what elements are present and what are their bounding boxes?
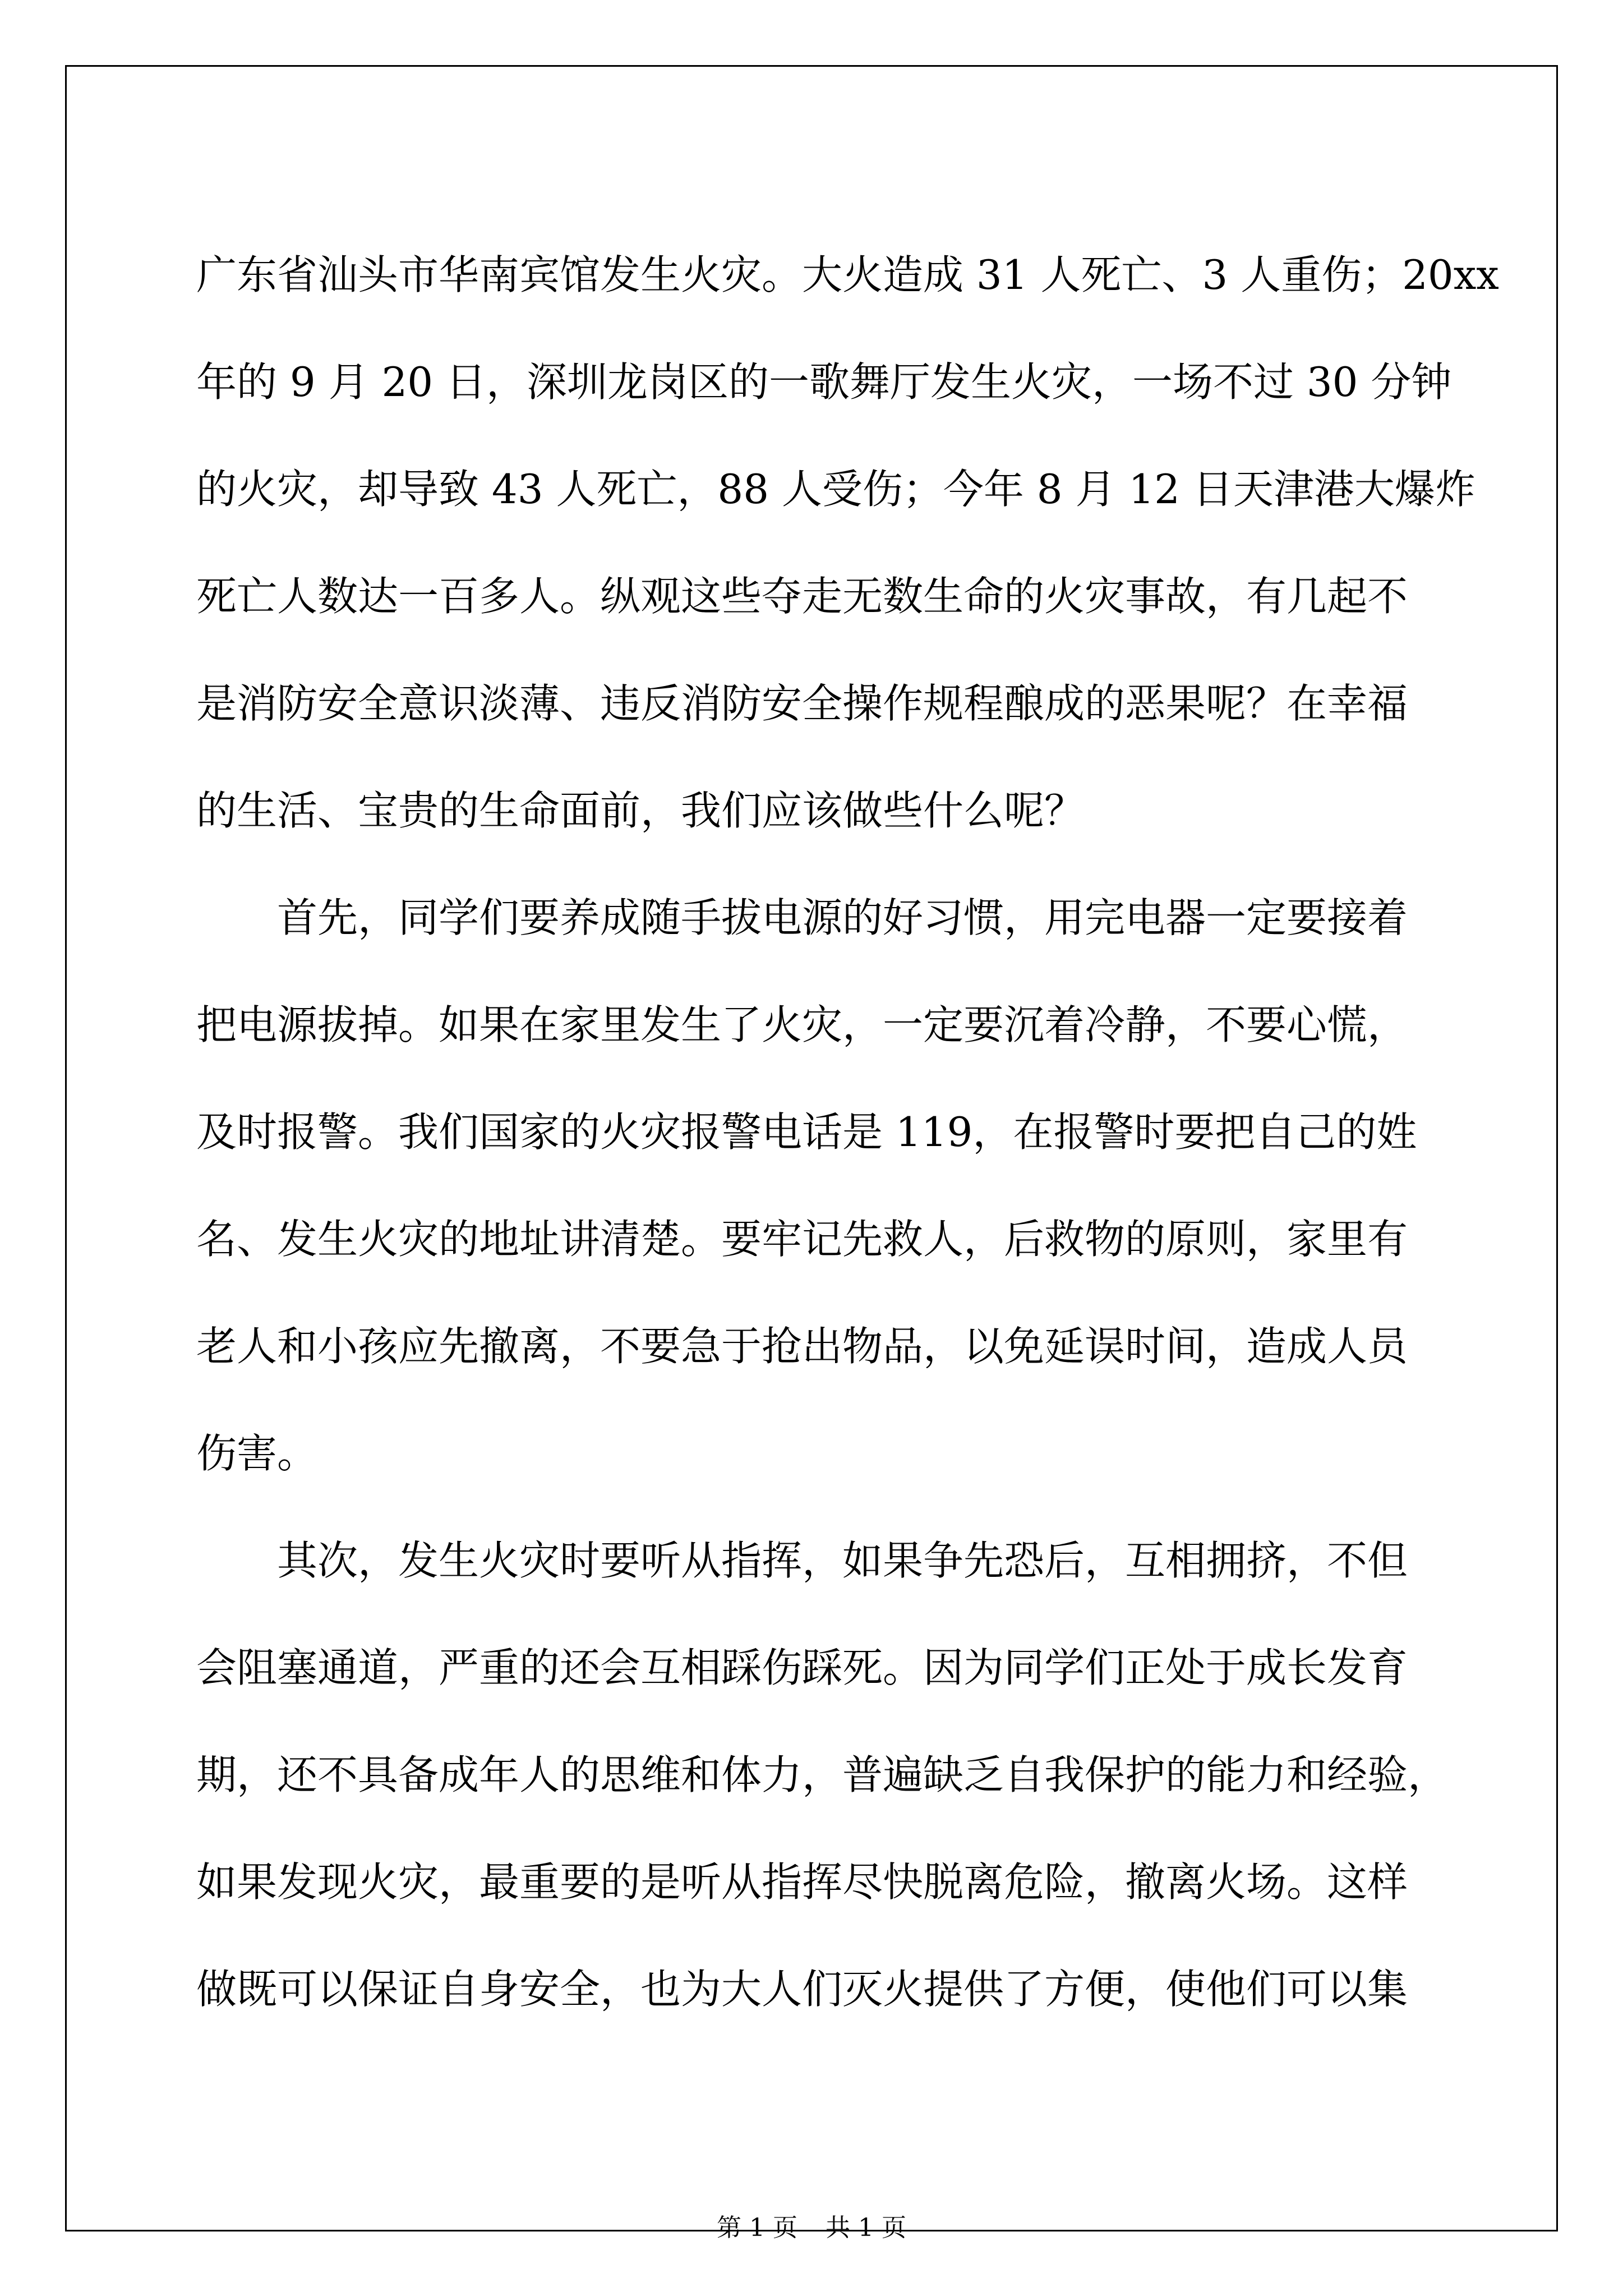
text-line: 做既可以保证自身安全，也为大人们灭火提供了方便，使他们可以集 [196,1966,1408,2013]
text-line: 是消防安全意识淡薄、违反消防安全操作规程酿成的恶果呢？在幸福 [196,680,1408,727]
document-body [196,222,1499,2043]
page-footer [0,2207,1623,2243]
text-line: 期，还不具备成年人的思维和体力，普遍缺乏自我保护的能力和经验， [196,1751,1449,1798]
text-line: 把电源拔掉。如果在家里发生了火灾，一定要沉着冷静，不要心慌， [196,1001,1408,1048]
paragraph-start-line: 其次，发生火灾时要听从指挥，如果争先恐后，互相拥挤，不但 [277,1537,1408,1584]
text-line: 老人和小孩应先撤离，不要急于抢出物品，以免延误时间，造成人员 [196,1323,1408,1370]
text-line: 名、发生火灾的地址讲清楚。要牢记先救人，后救物的原则，家里有 [196,1216,1408,1263]
text-line: 的生活、宝贵的生命面前，我们应该做些什么呢？ [196,787,1085,834]
text-line: 广东省汕头市华南宾馆发生火灾。大火造成 31 人死亡、3 人重伤；20xx [196,251,1499,298]
text-line: 的火灾，却导致 43 人死亡，88 人受伤；今年 8 月 12 日天津港大爆炸 [196,466,1476,513]
page-total: 共 1 页 [826,2214,906,2242]
text-line: 年的 9 月 20 日，深圳龙岗区的一歌舞厅发生火灾，一场不过 30 分钟 [196,358,1452,406]
text-line: 如果发现火灾，最重要的是听从指挥尽快脱离危险，撤离火场。这样 [196,1858,1408,1906]
page-number: 第 1 页 [717,2214,797,2242]
text-line: 会阻塞通道，严重的还会互相踩伤踩死。因为同学们正处于成长发育 [196,1644,1408,1691]
paragraph-start-line: 首先，同学们要养成随手拔电源的好习惯，用完电器一定要接着 [277,894,1408,941]
text-line: 死亡人数达一百多人。纵观这些夺走无数生命的火灾事故，有几起不 [196,573,1408,620]
text-line: 伤害。 [196,1430,318,1477]
text-line: 及时报警。我们国家的火灾报警电话是 119，在报警时要把自己的姓 [196,1108,1417,1156]
